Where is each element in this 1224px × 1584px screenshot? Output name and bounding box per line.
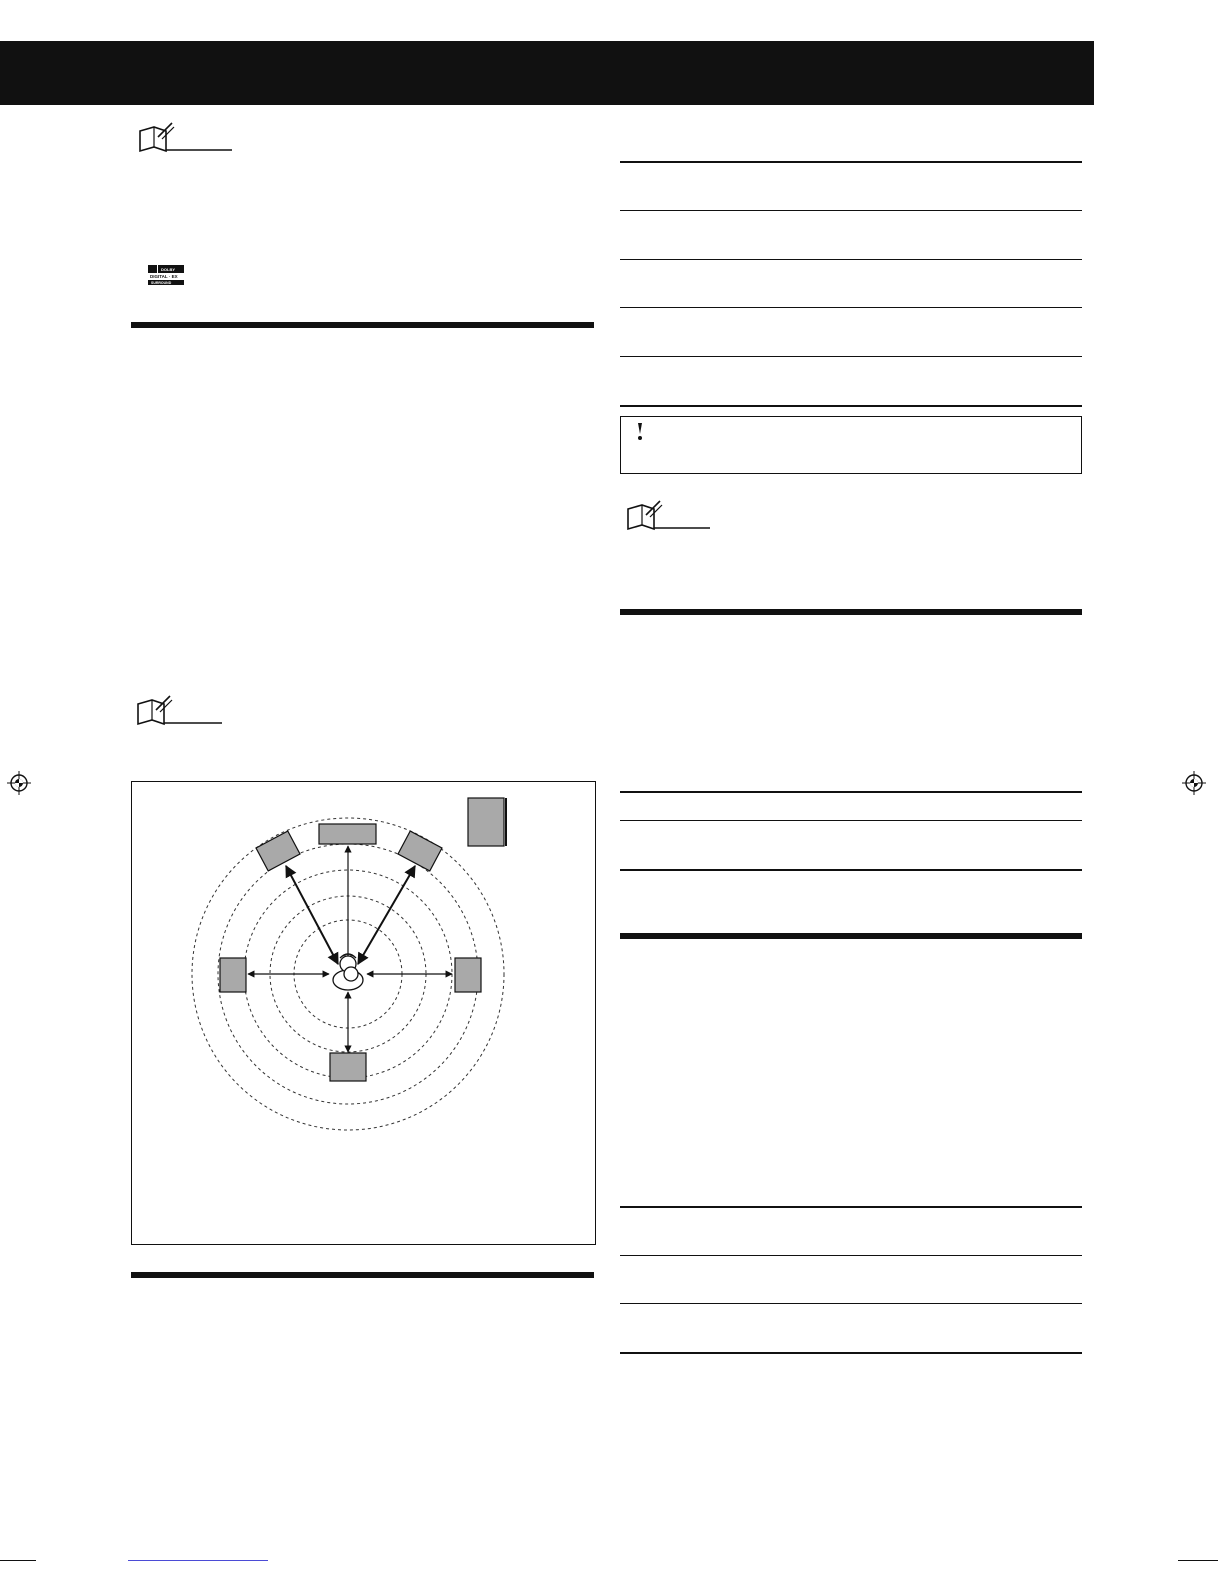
table-rule <box>620 259 1082 260</box>
table-rule <box>620 820 1082 821</box>
speaker-front-left <box>256 831 300 871</box>
logo-text-3: SURROUND <box>151 281 172 285</box>
table-rule <box>620 1303 1082 1304</box>
page-header-bar <box>0 41 1094 105</box>
crop-mark <box>0 1560 36 1561</box>
speaker-center <box>319 824 376 844</box>
listener-icon <box>333 954 363 990</box>
speaker-surround-back <box>330 1053 366 1081</box>
table-rule <box>620 1206 1082 1208</box>
note-book-icon <box>136 121 236 155</box>
table-rule <box>620 210 1082 211</box>
registration-crosshair-icon <box>7 771 31 795</box>
arrow-front-right <box>358 866 415 964</box>
caution-box <box>620 416 1082 474</box>
exclamation-icon <box>635 421 645 443</box>
arrow-front-left <box>286 866 338 964</box>
table-rule <box>620 869 1082 871</box>
speaker-surround-left <box>220 958 246 992</box>
speaker-subwoofer <box>468 798 504 846</box>
registration-crosshair-icon <box>1182 771 1206 795</box>
speakers <box>220 798 506 1081</box>
speaker-layout-diagram <box>131 781 596 1245</box>
note-book-icon <box>624 499 714 533</box>
logo-text-1: DOLBY <box>161 267 175 272</box>
table-rule <box>620 791 1082 793</box>
crop-mark <box>1178 1560 1218 1561</box>
dolby-digital-ex-logo <box>148 265 194 285</box>
section-rule <box>620 609 1082 615</box>
table-rule <box>620 356 1082 357</box>
speaker-surround-right <box>455 958 481 992</box>
speaker-diagram-svg <box>132 782 595 1244</box>
table-rule <box>620 405 1082 407</box>
table-rule <box>620 1255 1082 1256</box>
section-rule <box>131 1272 594 1278</box>
note-book-icon <box>134 694 226 728</box>
footer-link-rule <box>128 1560 268 1561</box>
section-rule <box>620 933 1082 939</box>
table-rule <box>620 161 1082 163</box>
table-rule <box>620 1352 1082 1354</box>
table-rule <box>620 307 1082 308</box>
speaker-front-right <box>398 831 442 871</box>
section-rule <box>131 322 594 328</box>
logo-text-2: DIGITAL · EX <box>150 274 178 279</box>
